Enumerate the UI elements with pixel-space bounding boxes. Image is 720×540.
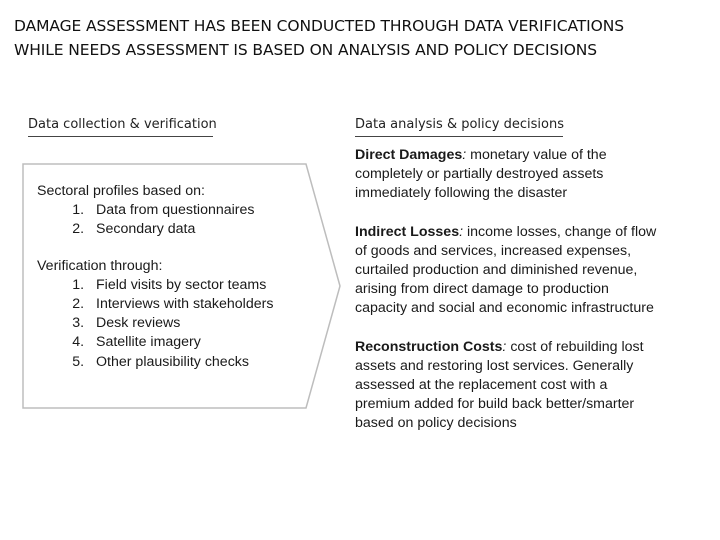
direct-damages-line-3: immediately following the disaster (355, 185, 568, 202)
verification-heading: Verification through: (37, 257, 163, 274)
left-panel (37, 182, 317, 372)
indirect-losses-line-5: capacity and social and economic infrastructure (355, 300, 654, 317)
indirect-losses-block (355, 223, 705, 319)
indirect-losses-term: Indirect Losses (355, 223, 460, 240)
verification-list (37, 276, 317, 372)
title-line-1: DAMAGE ASSESSMENT HAS BEEN CONDUCTED THROUGH DATA VERIFICATIONS (14, 17, 624, 35)
profiles-list (37, 201, 317, 239)
left-subhead: Data collection & verification (28, 117, 217, 132)
list-item: 1. Field visits by sector teams (88, 276, 317, 295)
list-item: 3. Desk reviews (88, 314, 317, 333)
direct-damages-line-1: Direct Damages: monetary value of the (355, 147, 607, 163)
list-item: 5. Other plausibility checks (88, 353, 317, 372)
right-subhead: Data analysis & policy decisions (355, 117, 564, 132)
reconstruction-costs-line-1: Reconstruction Costs: cost of rebuilding lost (355, 338, 644, 355)
direct-damages-term: Direct Damages (355, 147, 463, 163)
direct-damages-line-2: completely or partially destroyed assets (355, 166, 604, 183)
reconstruction-costs-term: Reconstruction Costs (355, 338, 503, 355)
reconstruction-costs-text: cost of rebuilding lost (506, 338, 644, 355)
reconstruction-costs-line-5: based on policy decisions (355, 415, 517, 432)
indirect-losses-line-2: of goods and services, increased expenses, (355, 242, 632, 259)
list-item: 4. Satellite imagery (88, 333, 317, 352)
list-item: 2. Interviews with stakeholders (88, 295, 317, 314)
slide-title (14, 14, 714, 62)
list-item: 1. Data from questionnaires (88, 201, 317, 220)
reconstruction-costs-line-3: assessed at the replacement cost with a (355, 377, 608, 394)
right-subhead-underline (355, 136, 563, 137)
right-panel (355, 146, 705, 453)
indirect-losses-line-4: arising from direct damage to production (355, 281, 609, 298)
profiles-heading: Sectoral profiles based on: (37, 183, 205, 199)
indirect-losses-line-1: Indirect Losses: income losses, change of flow (355, 223, 657, 240)
reconstruction-costs-line-4: premium added for build back better/smarter (355, 396, 635, 413)
list-item: 2. Secondary data (88, 220, 317, 239)
reconstruction-costs-block (355, 338, 705, 434)
title-line-2: WHILE NEEDS ASSESSMENT IS BASED ON ANALYSIS AND POLICY DECISIONS (14, 41, 598, 59)
indirect-losses-text: income losses, change of flow (463, 223, 657, 240)
reconstruction-costs-line-2: assets and restoring lost services. Generally (355, 357, 634, 374)
direct-damages-block (355, 146, 705, 204)
indirect-losses-line-3: curtailed production and diminished revenue, (355, 262, 638, 279)
left-subhead-underline (28, 136, 213, 137)
direct-damages-text: monetary value of the (466, 147, 607, 163)
